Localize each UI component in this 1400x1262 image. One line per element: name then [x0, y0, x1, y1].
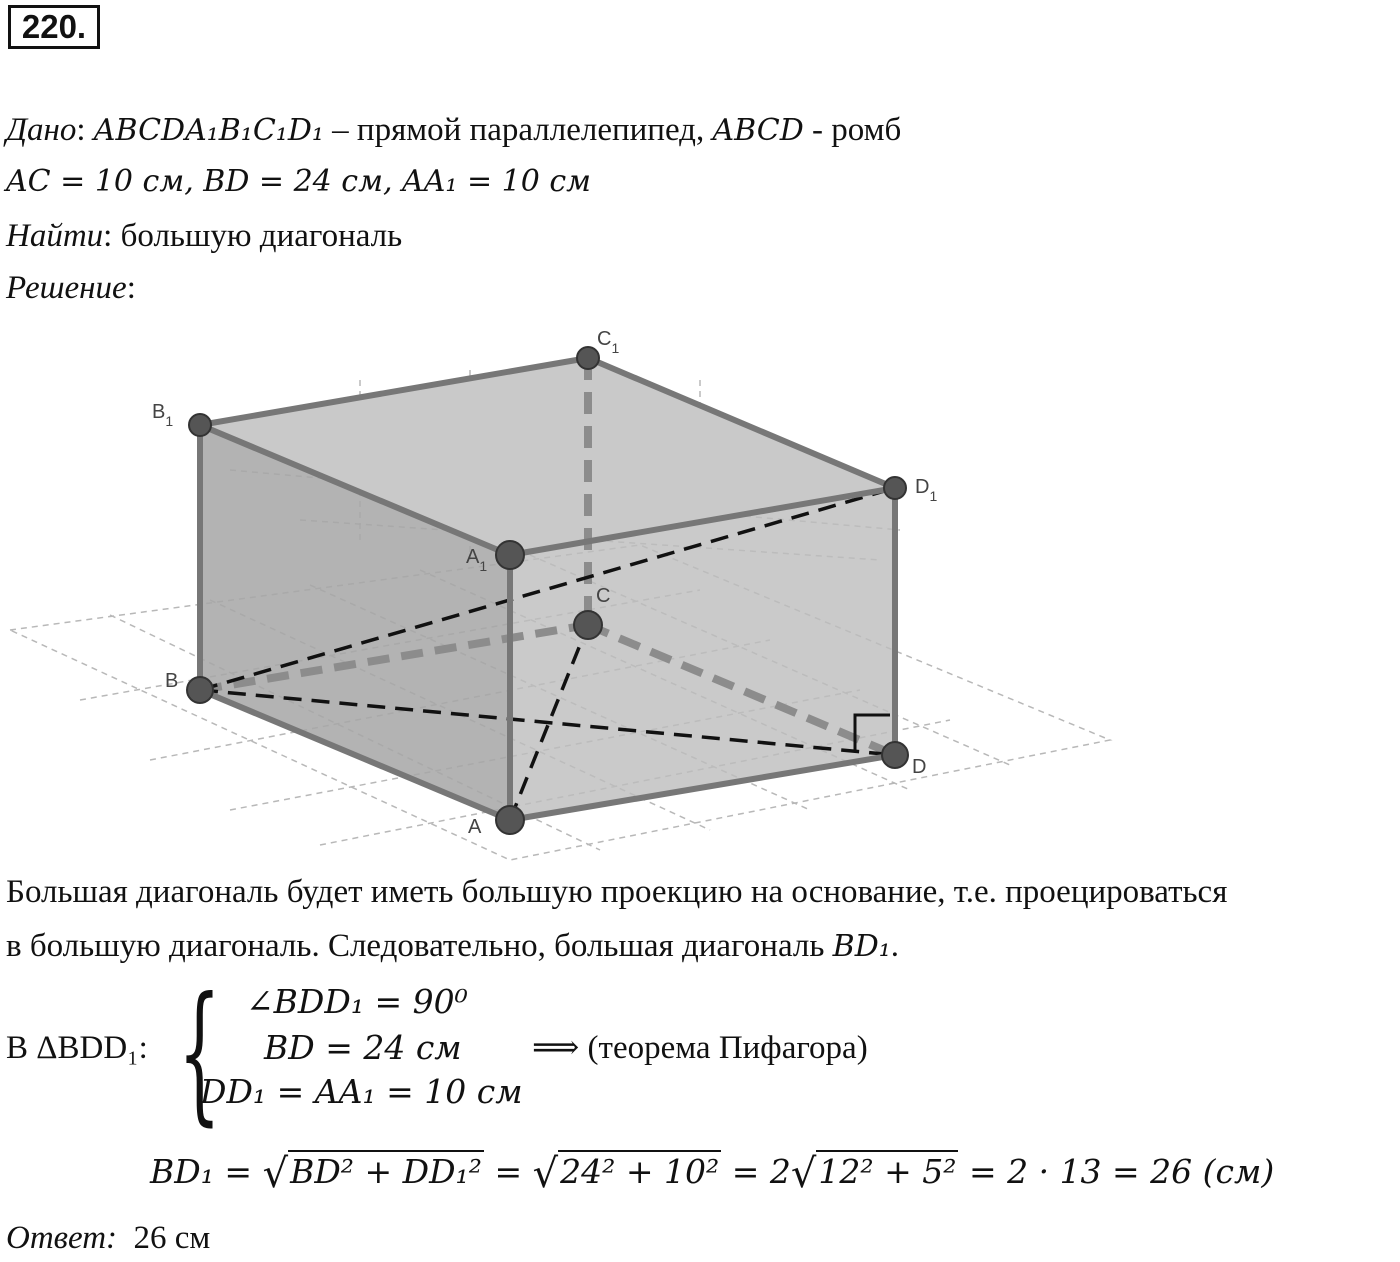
formula-mid-2: = 2: [721, 1152, 791, 1191]
given-text-1: – прямой параллелепипед,: [323, 112, 713, 148]
answer-value: 26 см: [133, 1220, 211, 1256]
label-c: C: [596, 585, 611, 607]
paragraph-2-var: BD₁: [832, 929, 891, 964]
find-line: [6, 216, 402, 256]
main-formula: [150, 1150, 1274, 1196]
formula-lhs: BD₁ =: [150, 1152, 263, 1191]
label-b1: $B_1$: [152, 401, 174, 429]
solution-line: Решение:: [6, 270, 136, 306]
given-text-2: - ромб: [803, 112, 902, 148]
system-eq-2: BD = 24 см: [264, 1028, 462, 1067]
paragraph-2-end: .: [890, 928, 900, 964]
given-base: ABCD: [712, 113, 804, 148]
sqrt-sign-2: √: [532, 1151, 559, 1197]
parallelepiped-figure: [0, 320, 1130, 865]
sqrt-sign-1: √: [262, 1151, 289, 1197]
radicand-1: BD² + DD₁²: [290, 1152, 483, 1191]
label-d1: $D_1$: [915, 476, 938, 504]
radicand-2: 24² + 10²: [560, 1152, 720, 1191]
formula-tail: = 2 · 13 = 26 (см): [958, 1152, 1275, 1191]
paragraph-2-start: в большую диагональ. Следовательно, большая диагональ: [6, 928, 833, 964]
label-d: D: [912, 756, 927, 778]
label-c1: $C_1$: [597, 328, 620, 356]
given-line-1: Дано: ABCDA₁B₁C₁D₁ – прямой параллелепипед, ABCD - ромб: [6, 112, 902, 148]
vertex-a: [496, 806, 524, 834]
answer-label: Ответ:: [6, 1220, 118, 1256]
label-b: B: [165, 670, 179, 692]
radicand-3: 12² + 5²: [818, 1152, 957, 1191]
vertex-d: [882, 742, 908, 768]
implication: ⟹ (теорема Пифагора): [532, 1030, 868, 1066]
paragraph-2: [6, 926, 899, 967]
vertex-a1: [496, 541, 524, 569]
label-a1: $A_1$: [466, 546, 488, 574]
vertex-c1: [577, 347, 599, 369]
given-figure: ABCDA₁B₁C₁D₁: [93, 113, 324, 148]
triangle-prefix: В ΔBDD₁:: [6, 1030, 148, 1066]
vertex-b: [187, 677, 213, 703]
system-eq-1: ∠BDD₁ = 90⁰: [246, 982, 468, 1021]
label-a: A: [468, 816, 482, 838]
sqrt-sign-3: √: [790, 1151, 817, 1197]
given-label: Дано: [6, 112, 77, 148]
find-text: : большую диагональ: [103, 218, 403, 254]
solution-label: Решение: [6, 270, 127, 306]
system-eq-3: DD₁ = AA₁ = 10 см: [200, 1072, 523, 1111]
given-line-2: AC = 10 см, BD = 24 см, AA₁ = 10 см: [6, 164, 591, 199]
find-label: Найти: [6, 218, 104, 254]
system-brace: {: [178, 966, 221, 1140]
vertex-b1: [189, 414, 211, 436]
problem-number: 220.: [8, 5, 100, 49]
vertex-d1: [884, 477, 906, 499]
answer-line: [6, 1218, 210, 1258]
formula-mid-1: =: [484, 1152, 533, 1191]
paragraph-1: Большая диагональ будет иметь большую проекцию на основание, т.е. проецироваться: [6, 874, 1228, 910]
vertex-c: [574, 611, 602, 639]
